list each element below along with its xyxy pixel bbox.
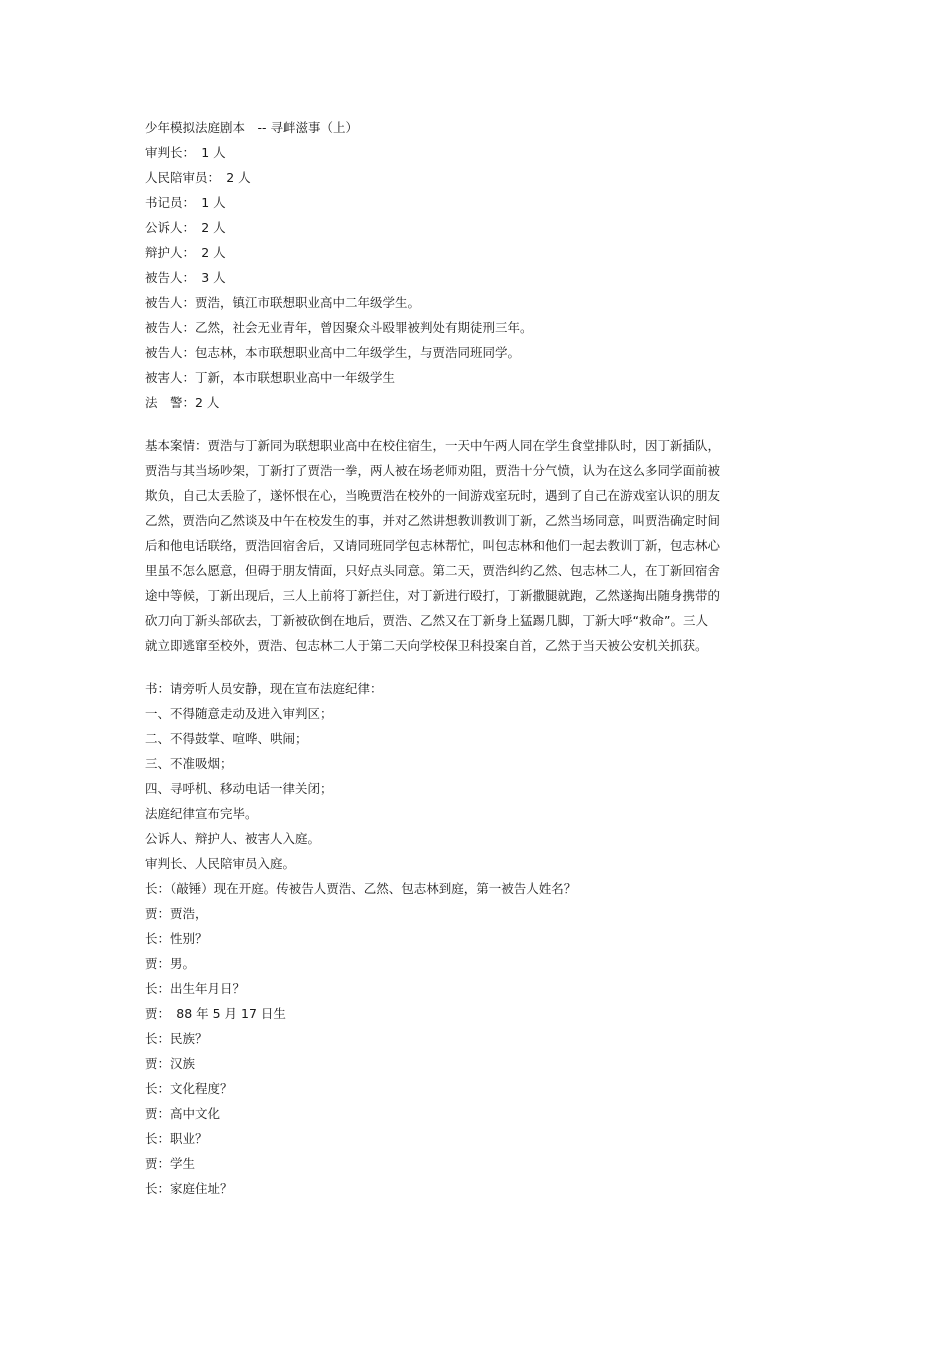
role-line: 公诉人： 2 人 (145, 220, 226, 235)
dialogue-line: 长：（敲锤）现在开庭。传被告人贾浩、乙然、包志林到庭，第一被告人姓名？ (145, 881, 577, 896)
spacer (145, 658, 775, 676)
dialogue-line: 贾：贾浩， (145, 906, 208, 921)
dialogue-line: 书：请旁听人员安静，现在宣布法庭纪律： (145, 681, 383, 696)
dialogue-line: 二、不得鼓掌、喧哗、哄闹； (145, 731, 308, 746)
dialogue-line: 四、寻呼机、移动电话一律关闭； (145, 781, 333, 796)
dialogue-line: 贾：学生 (145, 1156, 196, 1171)
court-dialogue (145, 676, 775, 1201)
role-line: 审判长： 1 人 (145, 145, 226, 160)
case-line: 后和他电话联络，贾浩回宿舍后，又请同班同学包志林帮忙，叫包志林和他们一起去教训丁新，包志林心 (145, 538, 721, 553)
dialogue-line: 三、不准吸烟； (145, 756, 233, 771)
dialogue-line: 审判长、人民陪审员入庭。 (145, 856, 296, 871)
role-line: 辩护人： 2 人 (145, 245, 226, 260)
dialogue-line: 长：性别？ (145, 931, 208, 946)
dialogue-line: 长：文化程度？ (145, 1081, 233, 1096)
role-line: 法 警：2 人 (145, 395, 220, 410)
dialogue-line: 长：职业？ (145, 1131, 208, 1146)
dialogue-line: 贾：汉族 (145, 1056, 196, 1071)
dialogue-line: 贾： 88 年 5 月 17 日生 (145, 1006, 286, 1021)
dialogue-line: 一、不得随意走动及进入审判区； (145, 706, 333, 721)
case-line: 欺负，自己太丢脸了，遂怀恨在心，当晚贾浩在校外的一间游戏室玩时，遇到了自己在游戏室认识的朋友 (145, 488, 721, 503)
dialogue-line: 长：家庭住址？ (145, 1181, 233, 1196)
case-line: 里虽不怎么愿意，但碍于朋友情面，只好点头同意。第二天，贾浩纠约乙然、包志林二人，在丁新回宿舍 (145, 563, 721, 578)
case-summary (145, 433, 775, 658)
dialogue-line: 法庭纪律宣布完毕。 (145, 806, 258, 821)
case-line: 贾浩与其当场吵架，丁新打了贾浩一拳，两人被在场老师劝阻，贾浩十分气愤，认为在这么多同学面前被 (145, 463, 721, 478)
roles-list (145, 140, 775, 415)
document-title: 少年模拟法庭剧本 -- 寻衅滋事（上） (145, 120, 358, 135)
role-line: 被害人：丁新，本市联想职业高中一年级学生 (145, 370, 396, 385)
case-line: 乙然，贾浩向乙然谈及中午在校发生的事，并对乙然讲想教训教训丁新，乙然当场同意，叫贾浩确定时间 (145, 513, 721, 528)
role-line: 书记员： 1 人 (145, 195, 226, 210)
case-line: 砍刀向丁新头部砍去，丁新被砍倒在地后，贾浩、乙然又在丁新身上猛踢几脚，丁新大呼“救命”。三人 (145, 613, 708, 628)
case-line: 就立即逃窜至校外，贾浩、包志林二人于第二天向学校保卫科投案自首，乙然于当天被公安机关抓获。 (145, 638, 708, 653)
dialogue-line: 贾：高中文化 (145, 1106, 221, 1121)
role-line: 被告人：贾浩，镇江市联想职业高中二年级学生。 (145, 295, 421, 310)
case-line: 基本案情：贾浩与丁新同为联想职业高中在校住宿生，一天中午两人同在学生食堂排队时，因丁新插队， (145, 438, 721, 453)
document-page (145, 115, 775, 1201)
role-line: 人民陪审员： 2 人 (145, 170, 251, 185)
role-line: 被告人：乙然，社会无业青年，曾因聚众斗殴罪被判处有期徒刑三年。 (145, 320, 533, 335)
role-line: 被告人：包志林，本市联想职业高中二年级学生，与贾浩同班同学。 (145, 345, 521, 360)
dialogue-line: 公诉人、辩护人、被害人入庭。 (145, 831, 321, 846)
dialogue-line: 长：民族？ (145, 1031, 208, 1046)
case-line: 途中等候，丁新出现后，三人上前将丁新拦住，对丁新进行殴打，丁新撒腿就跑，乙然遂掏出随身携带的 (145, 588, 721, 603)
spacer (145, 415, 775, 433)
role-line: 被告人： 3 人 (145, 270, 226, 285)
dialogue-line: 长：出生年月日？ (145, 981, 246, 996)
dialogue-line: 贾：男。 (145, 956, 196, 971)
